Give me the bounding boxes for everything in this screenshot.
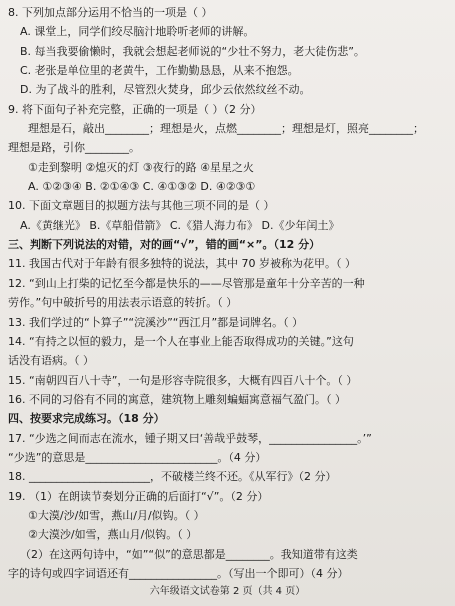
q19-part-2-line-2: 字的诗句或四字词语还有________________。（写出一个即可）（4 分）: [8, 566, 349, 580]
q12-line-1: 12. “到山上打柴的记忆至今都是快乐的——尽管那是童年十分辛苦的一种: [8, 276, 365, 290]
q8-option-a: A. 课堂上，同学们绞尽脑汁地聆听老师的讲解。: [20, 25, 255, 39]
q13: 13. 我们学过的“卜算子”“浣溪沙”“西江月”都是词牌名。（ ）: [8, 315, 304, 329]
section-4-heading: 四、按要求完成练习。（18 分）: [8, 412, 165, 426]
q10-stem: 10. 下面文章题目的拟题方法与其他三项不同的是（ ）: [8, 199, 275, 213]
q18: 18. ______________________，不破楼兰终不还。《从军行》（2 分）: [8, 470, 337, 484]
q9-sentence-1: 理想是石，敲出________；理想是火，点燃________；理想是灯，照亮________；: [28, 122, 424, 136]
q9-choices: A. ①②③④ B. ②①④③ C. ④①③② D. ④②③①: [28, 180, 256, 194]
q8-option-c: C. 老张是单位里的老黄牛，工作勤勤恳恳，从来不抱怨。: [20, 64, 299, 78]
q19-option-1: ①大漠/沙/如雪，燕山/月/似钩。（ ）: [28, 508, 205, 522]
q11: 11. 我国古代对于年龄有很多独特的说法，其中 70 岁被称为花甲。（ ）: [8, 257, 356, 271]
q9-phrases: ①走到黎明 ②熄灭的灯 ③夜行的路 ④星星之火: [28, 160, 254, 174]
q12-line-2: 劳作。”句中破折号的用法表示语意的转折。（ ）: [8, 296, 238, 310]
page-footer: 六年级语文试卷第 2 页（共 4 页）: [149, 586, 306, 597]
q8-stem: 8. 下列加点部分运用不恰当的一项是（ ）: [8, 6, 213, 19]
q15: 15. “南朝四百八十寺”，一句是形容寺院很多，大概有四百八十个。（ ）: [8, 373, 358, 387]
q14-line-1: 14. “有持之以恒的毅力，是一个人在事业上能否取得成功的关键。”这句: [8, 334, 354, 348]
q17-line-1: 17. “少选之间而志在流水，锺子期又曰‘善哉乎鼓琴，________________。’”: [8, 431, 372, 445]
q17-line-2: “少选”的意思是________________________。（4 分）: [8, 450, 267, 464]
q9-sentence-2: 理想是路，引你________。: [8, 141, 140, 155]
q19-option-2: ②大漠沙/如雪，燕山月/似钩。（ ）: [28, 528, 198, 542]
q19-part-2-line-1: （2）在这两句诗中，“如”“似”的意思都是________。我知道带有这类: [20, 547, 358, 561]
q14-line-2: 话没有语病。（ ）: [8, 354, 94, 368]
section-3-heading: 三、判断下列说法的对错，对的画“√”，错的画“×”。（12 分）: [8, 238, 321, 252]
q9-stem: 9. 将下面句子补充完整，正确的一项是（ ）（2 分）: [8, 102, 262, 116]
q8-option-d: D. 为了战斗的胜利，尽管烈火焚身，邱少云依然纹丝不动。: [20, 83, 311, 97]
q16: 16. 不同的习俗有不同的寓意，建筑物上雕刻蝙蝠寓意福气盈门。（ ）: [8, 392, 346, 406]
q19-part-1: 19. （1）在朗读节奏划分正确的后面打“√”。（2 分）: [8, 489, 269, 503]
q10-choices: A.《黄继光》 B.《草船借箭》 C.《猎人海力布》 D.《少年闰土》: [20, 218, 340, 232]
q8-option-b: B. 每当我要偷懒时，我就会想起老师说的“少壮不努力，老大徒伤悲”。: [20, 44, 365, 58]
